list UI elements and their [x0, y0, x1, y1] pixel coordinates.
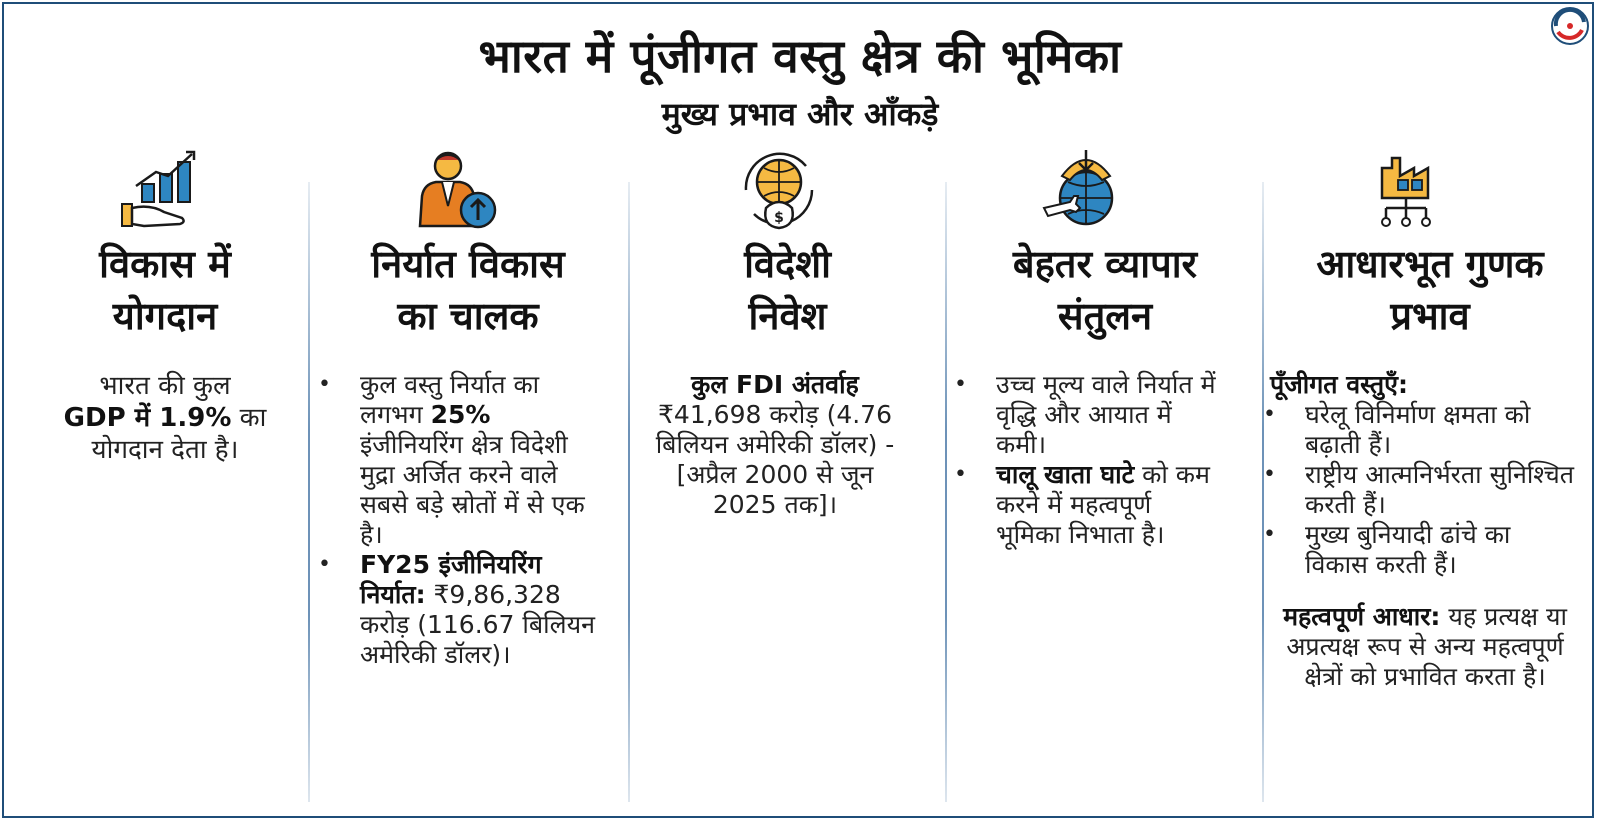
column-heading — [640, 238, 935, 342]
page-title: भारत में पूंजीगत वस्तु क्षेत्र की भूमिका — [478, 29, 1122, 83]
body-text-span: उच्च मूल्य वाले निर्यात में वृद्धि और आयात में कमी। — [996, 370, 1216, 459]
body-text-span: का — [231, 403, 267, 433]
heading-line: विदेशी — [744, 242, 831, 286]
body-text-span: राष्ट्रीय आत्मनिर्भरता सुनिश्चित करती हैं। — [1305, 460, 1575, 519]
list-item — [310, 550, 600, 670]
heading-line: का चालक — [397, 294, 539, 338]
heading-line: विकास में — [99, 242, 231, 286]
body-text-span: घरेलू विनिर्माण क्षमता को बढ़ाती हैं। — [1305, 400, 1531, 459]
bullet-list — [310, 370, 600, 670]
heading-line: योगदान — [112, 294, 218, 338]
list-item — [310, 370, 600, 550]
fdi-value-text: ₹41,698 करोड़ (4.76 बिलियन अमेरिकी डॉलर) - [अप्रैल 2000 से जून 2025 तक]। — [655, 400, 895, 519]
globe-trade-plane-icon — [1040, 146, 1126, 232]
body-text-span: कुल वस्तु निर्यात का लगभग — [360, 370, 540, 429]
column-heading — [955, 238, 1255, 342]
heading-line: निवेश — [748, 294, 827, 338]
body-text-span: को कम करने में महत्वपूर्ण भूमिका निभाता है। — [996, 460, 1210, 549]
bullet-list — [946, 370, 1216, 550]
growth-chart-hand-icon — [120, 146, 204, 232]
list-item — [1255, 460, 1575, 520]
heading-line: प्रभाव — [1390, 294, 1470, 338]
body-text-span: इंजीनियरिंग क्षेत्र विदेशी मुद्रा अर्जित करने वाले सबसे बड़े स्रोतों में से एक है। — [360, 430, 585, 549]
list-item — [1255, 400, 1575, 460]
globe-money-bag-icon — [736, 146, 822, 232]
factory-network-icon — [1368, 146, 1454, 232]
fdi-label: कुल FDI अंतर्वाह — [691, 370, 859, 399]
bullet-list — [1255, 400, 1575, 580]
gdp-highlight: GDP में 1.9% — [63, 403, 232, 433]
body-text-span: यह प्रत्यक्ष या अप्रत्यक्ष रूप से अन्य महत्वपूर्ण क्षेत्रों को प्रभावित करता है। — [1286, 602, 1567, 691]
column-divider — [628, 182, 630, 802]
list-item — [946, 370, 1216, 460]
note-label: महत्वपूर्ण आधार: — [1283, 602, 1441, 631]
column-heading — [40, 238, 290, 342]
list-item — [946, 460, 1216, 550]
body-line: योगदान देता है। — [91, 435, 239, 465]
heading-line: आधारभूत गुणक — [1316, 242, 1544, 286]
heading-line: निर्यात विकास — [371, 242, 565, 286]
column-body — [655, 370, 895, 520]
column-body — [40, 370, 290, 466]
column-body — [1270, 370, 1575, 692]
body-text-span: मुख्य बुनियादी ढांचे का विकास करती हैं। — [1305, 520, 1511, 579]
column-heading — [318, 238, 618, 342]
body-line: भारत की कुल — [99, 371, 231, 401]
heading-line: संतुलन — [1057, 294, 1153, 338]
svg-text:$: $ — [774, 210, 784, 226]
fy25-label: FY25 इंजीनियरिंग निर्यात: — [360, 550, 542, 609]
page-subtitle: मुख्य प्रभाव और आँकड़े — [661, 95, 939, 133]
current-account-label: चालू खाता घाटे — [996, 460, 1135, 489]
body-text-span: ₹9,86,328 करोड़ (116.67 बिलियन अमेरिकी डॉलर)। — [360, 580, 595, 669]
export-share-highlight: 25% — [430, 400, 491, 429]
important-note — [1275, 602, 1575, 692]
column-heading — [1270, 238, 1590, 342]
heading-line: बेहतर व्यापार — [1012, 242, 1198, 286]
list-item — [1255, 520, 1575, 580]
body-line — [40, 402, 290, 434]
capital-goods-label: पूँजीगत वस्तुएँ: — [1270, 370, 1408, 399]
business-person-upload-icon — [414, 146, 500, 232]
